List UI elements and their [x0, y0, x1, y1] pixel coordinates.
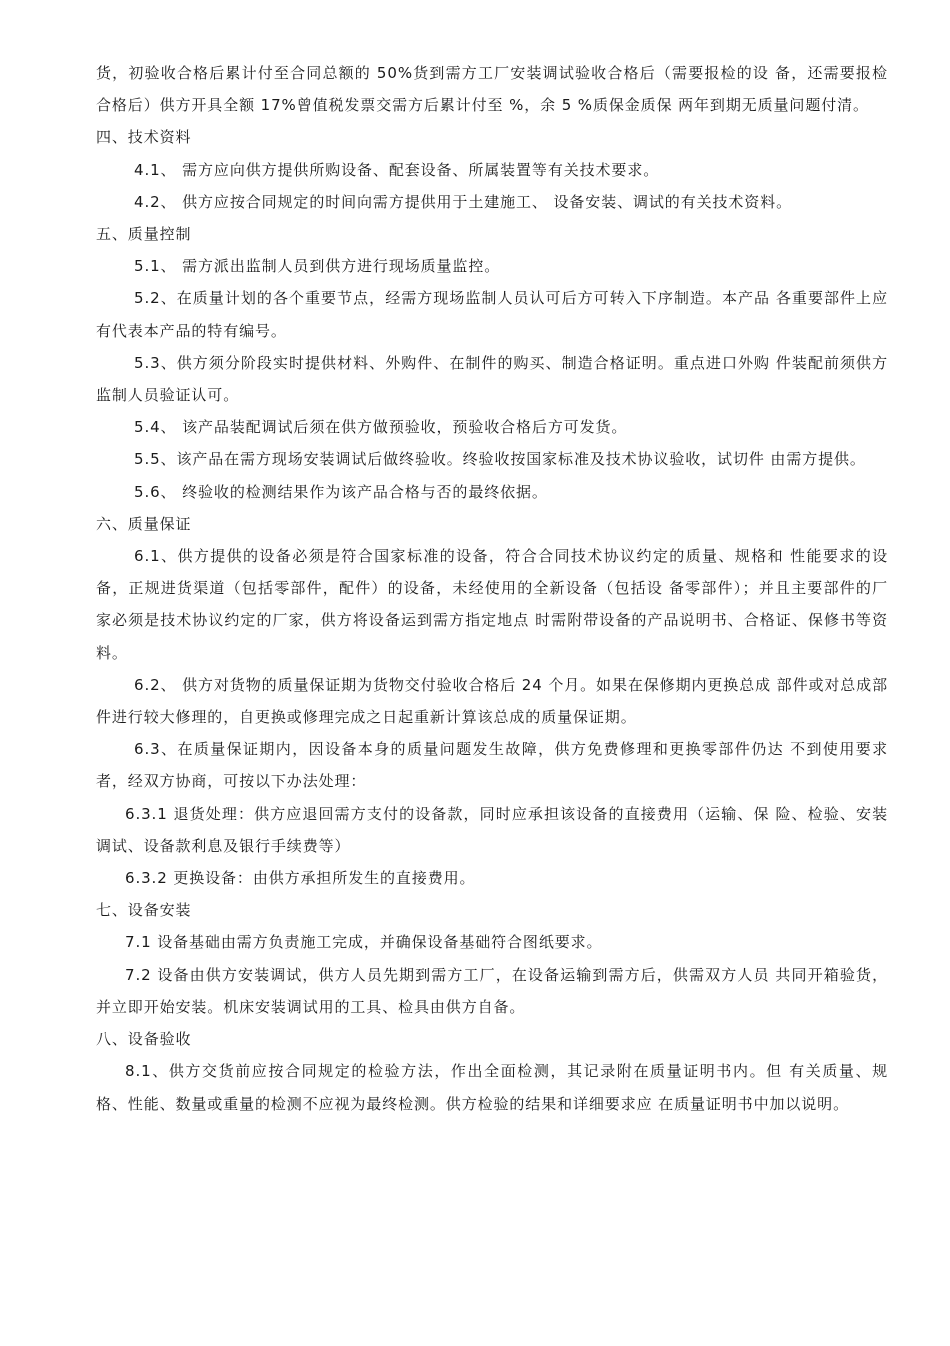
clause-6-3: 6.3、在质量保证期内，因设备本身的质量问题发生故障，供方免费修理和更换零部件仍达 不到使用要求者，经双方协商，可按以下办法处理： [96, 740, 888, 791]
clause-6-3-1: 6.3.1 退货处理：供方应退回需方支付的设备款，同时应承担该设备的直接费用（运输、保 险、检验、安装调试、设备款利息及银行手续费等） [96, 804, 888, 855]
clause-5-2: 5.2、在质量计划的各个重要节点，经需方现场监制人员认可后方可转入下序制造。本产品 各重要部件上应有代表本产品的特有编号。 [96, 289, 888, 340]
clause-6-1: 6.1、供方提供的设备必须是符合国家标准的设备，符合合同技术协议约定的质量、规格和 性能要求的设备，正规进货渠道（包括零部件，配件）的设备，未经使用的全新设备（包括设 备零部件）；并且主要部件的厂家必须是技术协议约定的厂家，供方将设备运到需方指定地点 时需附带设备的产品说明书、合格证、保修书等资料。 [96, 547, 888, 662]
clause-6-2: 6.2、 供方对货物的质量保证期为货物交付验收合格后 24 个月。如果在保修期内更换总成 部件或对总成部件进行较大修理的，自更换或修理完成之日起重新计算该总成的质量保证期。 [96, 675, 888, 727]
clause-7-2: 7.2 设备由供方安装调试，供方人员先期到需方工厂，在设备运输到需方后，供需双方人员 共同开箱验货，并立即开始安装。机床安装调试用的工具、检具由供方自备。 [96, 965, 888, 1016]
clause-4-1: 4.1、 需方应向供方提供所购设备、配套设备、所属装置等有关技术要求。 [134, 160, 660, 179]
section-heading-6: 六、质量保证 [96, 514, 192, 533]
clause-4-2: 4.2、 供方应按合同规定的时间向需方提供用于土建施工、 设备安装、调试的有关技术资料。 [134, 192, 792, 211]
document-body [96, 57, 888, 1120]
clause-7-1: 7.1 设备基础由需方负责施工完成，并确保设备基础符合图纸要求。 [125, 933, 603, 952]
section-heading-8: 八、设备验收 [96, 1030, 192, 1049]
clause-5-6: 5.6、 终验收的检测结果作为该产品合格与否的最终依据。 [134, 482, 548, 501]
clause-6-3-2: 6.3.2 更换设备：由供方承担所发生的直接费用。 [125, 869, 476, 888]
clause-8-1: 8.1、供方交货前应按合同规定的检验方法，作出全面检测，其记录附在质量证明书内。但 有关质量、规格、性能、数量或重量的检测不应视为最终检测。供方检验的结果和详细要求应 在质量证明书中加以说明。 [96, 1062, 888, 1113]
section-heading-4: 四、技术资料 [96, 128, 192, 147]
section-heading-7: 七、设备安装 [96, 901, 192, 920]
clause-5-5: 5.5、该产品在需方现场安装调试后做终验收。终验收按国家标准及技术协议验收，试切件 由需方提供。 [134, 450, 866, 469]
clause-5-1: 5.1、 需方派出监制人员到供方进行现场质量监控。 [134, 257, 501, 276]
section-heading-5: 五、质量控制 [96, 225, 192, 244]
opening-paragraph: 货，初验收合格后累计付至合同总额的 50%货到需方工厂安装调试验收合格后（需要报检的设 备，还需要报检合格后）供方开具全额 17%曾值税发票交需方后累计付至 %，余 5 %质保金质保 两年到期无质量问题付清。 [96, 64, 888, 115]
clause-5-4: 5.4、 该产品装配调试后须在供方做预验收，预验收合格后方可发货。 [134, 418, 628, 437]
clause-5-3: 5.3、供方须分阶段实时提供材料、外购件、在制件的购买、制造合格证明。重点进口外购 件装配前须供方监制人员验证认可。 [96, 353, 888, 405]
